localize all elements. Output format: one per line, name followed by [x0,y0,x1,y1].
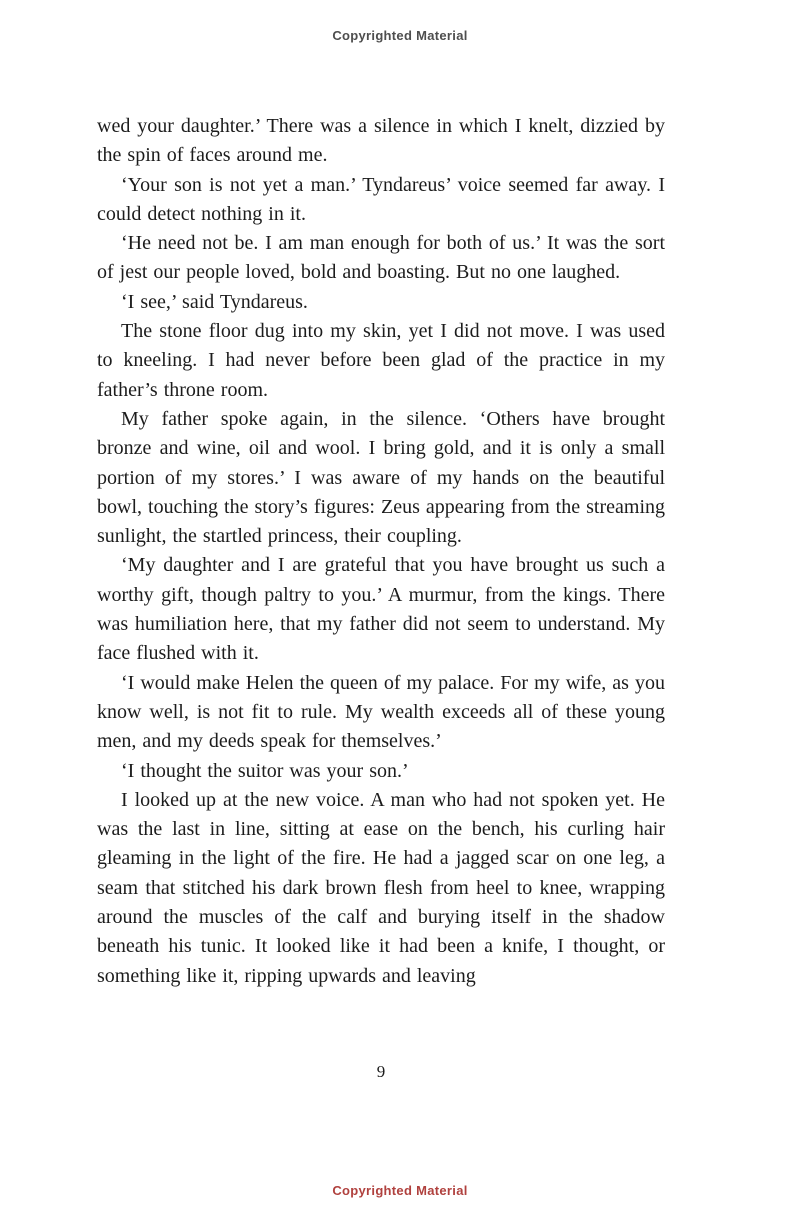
paragraph: ‘My daughter and I are grateful that you have brought us such a worthy gift, though paltry to you.’ A murmur, from the kings. There was humiliation here, that my father did not seem to understand. My face flushed with it. [97,554,665,665]
paragraph: The stone floor dug into my skin, yet I did not move. I was used to kneeling. I had never before been glad of the practice in my father’s throne room. [97,320,665,401]
paragraph: I looked up at the new voice. A man who had not spoken yet. He was the last in line, sitting at ease on the bench, his curling hair gleaming in the light of the fire. He had a jagged scar on one leg, a seam that stitched his dark brown flesh from heel to knee, wrapping around the muscles of the calf and burying itself in the shadow beneath his tunic. It looked like it had been a knife, I thought, or something like it, ripping upwards and leaving [97,788,665,987]
page-text-block [97,112,665,991]
paragraph: ‘I thought the suitor was your son.’ [121,759,409,782]
paragraph: My father spoke again, in the silence. ‘Others have brought bronze and wine, oil and wool. I bring gold, and it is only a small portion of my stores.’ I was aware of my hands on the beautiful bowl, touching the story’s figures: Zeus appearing from the streaming sunlight, the startled princess, their coupling. [97,407,665,548]
copyright-notice-top: Copyrighted Material [332,28,468,43]
paragraph: ‘He need not be. I am man enough for both of us.’ It was the sort of jest our people loved, bold and boasting. But no one laughed. [97,232,665,284]
page-number: 9 [376,1062,386,1081]
copyright-notice-bottom: Copyrighted Material [332,1183,468,1198]
paragraph: wed your daughter.’ There was a silence in which I knelt, dizzied by the spin of faces around me. [97,115,665,167]
paragraph: ‘Your son is not yet a man.’ Tyndareus’ voice seemed far away. I could detect nothing in it. [97,173,665,225]
paragraph: ‘I see,’ said Tyndareus. [121,290,308,313]
paragraph: ‘I would make Helen the queen of my palace. For my wife, as you know well, is not fit to rule. My wealth exceeds all of these young men, and my deeds speak for themselves.’ [97,671,665,753]
